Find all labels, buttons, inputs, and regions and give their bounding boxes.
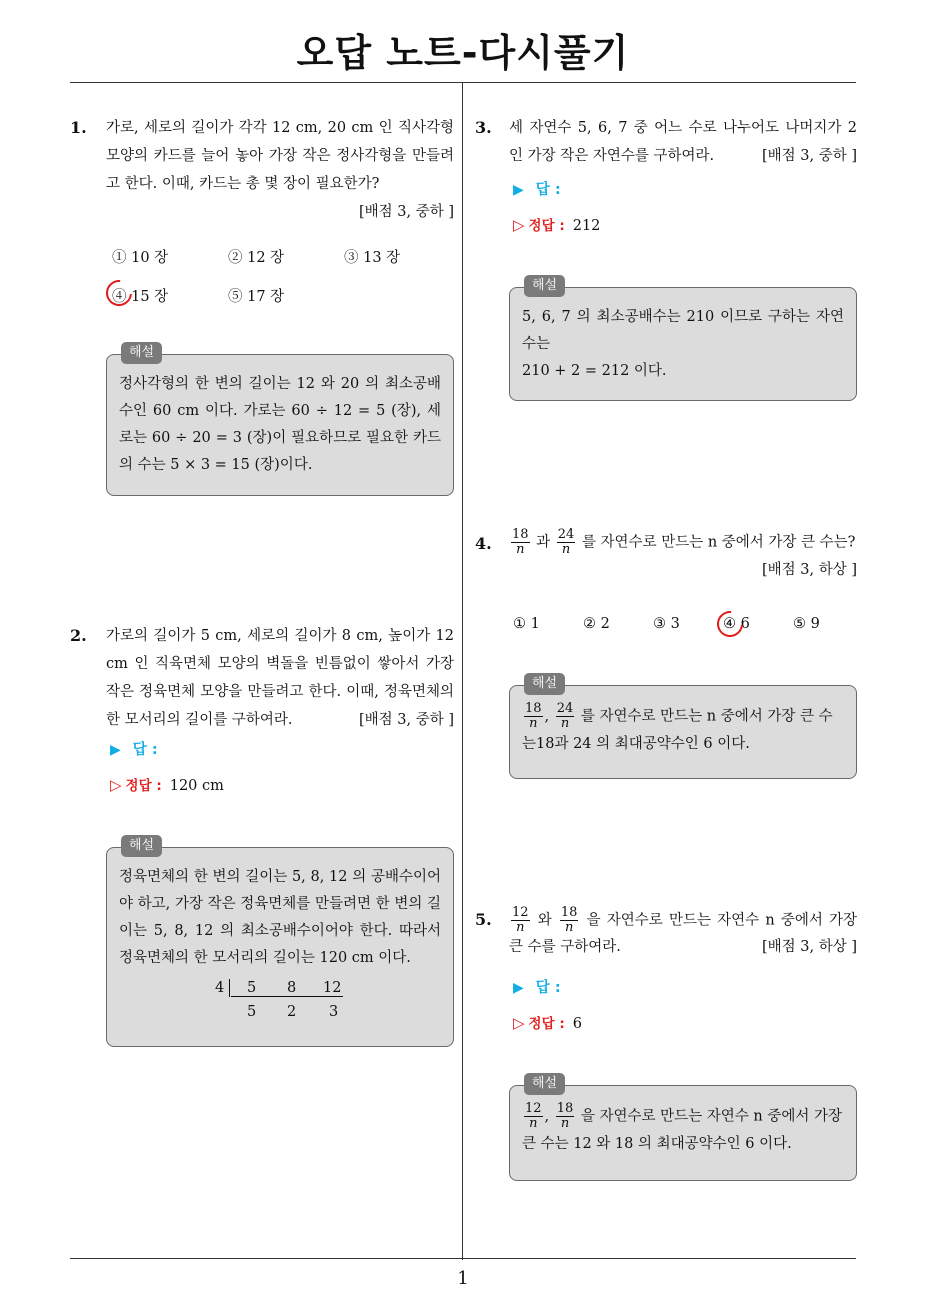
division-value: 2 [287, 1004, 297, 1020]
question-5-explanation [509, 1076, 857, 1181]
explanation-tag: 해설 [524, 275, 565, 297]
fraction: $\frac{12}{n}$ [512, 905, 529, 935]
question-1 [106, 114, 454, 226]
division-table [215, 976, 441, 1024]
question-2-correct-line [110, 774, 224, 794]
answer-label: 답 : [132, 742, 158, 758]
question-4-text [509, 528, 857, 557]
question-5-correct-value: 6 [572, 1016, 582, 1032]
page-title: 오답 노트-다시풀기 [296, 31, 630, 75]
question-4-explanation-line2: 는18과 24 의 최대공약수인 6 이다. [522, 736, 750, 752]
question-5-explanation-line1: $\frac{12}{n}$ , $\frac{18}{n}$ 을 자연수로 만드는 자연수 n 중에서 가장 [525, 1101, 843, 1131]
question-5-answer-line[interactable] [513, 976, 561, 997]
footer-rule [70, 1258, 856, 1259]
connector: 과 [536, 534, 551, 551]
correct-label: 정답 : [528, 218, 565, 234]
question-5 [509, 906, 857, 959]
division-bracket [229, 979, 230, 997]
fraction: $\frac{12}{n}$ [525, 1101, 542, 1131]
division-bar [231, 996, 343, 997]
question-3-text: 세 자연수 5, 6, 7 중 어느 수로 나누어도 나머지가 2 인 가장 작은 자연수를 구하여라. [509, 120, 857, 164]
question-3-correct-value: 212 [572, 218, 601, 234]
choice-3[interactable]: ③ 13 장 [344, 250, 401, 266]
question-5-text-rest: 을 자연수로 만드는 자연수 n 중에서 가장 큰 수를 구하여라. [509, 912, 858, 955]
question-2-number: 2. [70, 626, 87, 645]
fraction: $\frac{18}{n}$ [560, 905, 578, 935]
question-2-points: [배점 3, 중하 ] [358, 712, 454, 728]
division-value: 12 [323, 980, 342, 996]
play-arrow-icon: ▶ [513, 980, 524, 996]
choice-3[interactable]: ③ 3 [653, 616, 680, 632]
fraction: $\frac{18}{n}$ [512, 527, 529, 557]
question-1-explanation-text: 정사각형의 한 변의 길이는 12 와 20 의 최소공배수인 60 cm 이다. 가로는 60 ÷ 12 = 5 (장), 세로는 60 ÷ 20 = 3 (장)이 필요하므로 필요한 카드의 수는 5 × 3 = 15 (장)이다. [119, 376, 441, 473]
outline-arrow-icon: ▷ [513, 1014, 525, 1032]
question-3-correct-line [513, 214, 600, 234]
choice-1[interactable]: ① 1 [513, 616, 540, 632]
question-3 [509, 114, 857, 170]
choice-4[interactable]: ④ 15 장 [112, 289, 169, 305]
division-value: 8 [287, 980, 297, 996]
play-arrow-icon: ▶ [513, 182, 524, 198]
question-4-text-rest: 를 자연수로 만드는 n 중에서 가장 큰 수는? [581, 534, 856, 551]
correct-label: 정답 : [125, 778, 162, 794]
division-value: 3 [329, 1004, 339, 1020]
question-4-number: 4. [475, 534, 492, 553]
page-number: 1 [457, 1268, 469, 1289]
explanation-tag: 해설 [524, 673, 565, 695]
question-1-explanation [106, 345, 454, 496]
question-2 [106, 622, 454, 734]
answer-label: 답 : [535, 980, 561, 996]
question-5-correct-line [513, 1012, 582, 1032]
question-5-explanation-line2: 큰 수는 12 와 18 의 최대공약수인 6 이다. [522, 1136, 792, 1152]
question-3-points: [배점 3, 중하 ] [761, 148, 857, 164]
question-3-explanation [509, 278, 857, 401]
choice-5[interactable]: ⑤ 17 장 [228, 289, 285, 305]
connector: 와 [537, 912, 552, 929]
outline-arrow-icon: ▷ [110, 776, 122, 794]
question-4-explanation-line1: $\frac{18}{n}$ , $\frac{24}{n}$ 를 자연수로 만드는 n 중에서 가장 큰 수 [525, 701, 833, 731]
outline-arrow-icon: ▷ [513, 216, 525, 234]
fraction: $\frac{18}{n}$ [556, 1101, 574, 1131]
choice-1[interactable]: ① 10 장 [112, 250, 169, 266]
question-5-number: 5. [475, 910, 492, 929]
choice-4[interactable]: ④ 6 [723, 616, 750, 632]
question-3-explanation-line1: 5, 6, 7 의 최소공배수는 210 이므로 구하는 자연수는 [522, 309, 844, 352]
question-2-text: 가로의 길이가 5 cm, 세로의 길이가 8 cm, 높이가 12 cm 인 직육면체 모양의 벽돌을 빈틈없이 쌓아서 가장 작은 정육면체 모양을 만들려고 한다. 이때, 정육면체의 한 모서리의 길이를 구하여라. [106, 628, 454, 728]
header-rule [70, 82, 856, 83]
fraction: $\frac{24}{n}$ [556, 701, 574, 731]
question-4-points: [배점 3, 하상 ] [761, 562, 857, 578]
column-divider [462, 82, 463, 1260]
division-value: 5 [247, 1004, 257, 1020]
question-2-correct-value: 120 cm [169, 778, 224, 794]
fraction: $\frac{24}{n}$ [557, 527, 575, 557]
choice-5[interactable]: ⑤ 9 [793, 616, 820, 632]
question-3-explanation-line2: 210 + 2 = 212 이다. [522, 363, 667, 379]
play-arrow-icon: ▶ [110, 742, 121, 758]
question-2-explanation [106, 838, 454, 1047]
question-1-text: 가로, 세로의 길이가 각각 12 cm, 20 cm 인 직사각형 모양의 카드를 늘어 놓아 가장 작은 정사각형을 만들려고 한다. 이때, 카드는 총 몇 장이 필요한가? [106, 120, 454, 192]
question-5-points: [배점 3, 하상 ] [761, 939, 857, 955]
question-4 [509, 528, 857, 581]
explanation-tag: 해설 [121, 342, 162, 364]
question-1-number: 1. [70, 118, 87, 137]
question-3-answer-line[interactable] [513, 178, 561, 199]
explanation-tag: 해설 [524, 1073, 565, 1095]
fraction: $\frac{18}{n}$ [525, 701, 542, 731]
question-4-explanation [509, 676, 857, 779]
question-3-number: 3. [475, 118, 492, 137]
divisor: 4 [215, 980, 225, 996]
correct-label: 정답 : [528, 1016, 565, 1032]
answer-label: 답 : [535, 182, 561, 198]
choice-2[interactable]: ② 12 장 [228, 250, 285, 266]
selected-answer-circle [712, 606, 749, 643]
division-value: 5 [247, 980, 257, 996]
explanation-tag: 해설 [121, 835, 162, 857]
question-1-points: [배점 3, 중하 ] [358, 204, 454, 220]
question-2-answer-line[interactable] [110, 738, 158, 759]
question-2-explanation-text: 정육면체의 한 변의 길이는 5, 8, 12 의 공배수이어야 하고, 가장 작은 정육면체를 만들려면 한 변의 길이는 5, 8, 12 의 최소공배수이어야 한다. 따라서 정육면체의 한 모서리의 길이는 120 cm 이다. [119, 869, 441, 966]
choice-2[interactable]: ② 2 [583, 616, 610, 632]
